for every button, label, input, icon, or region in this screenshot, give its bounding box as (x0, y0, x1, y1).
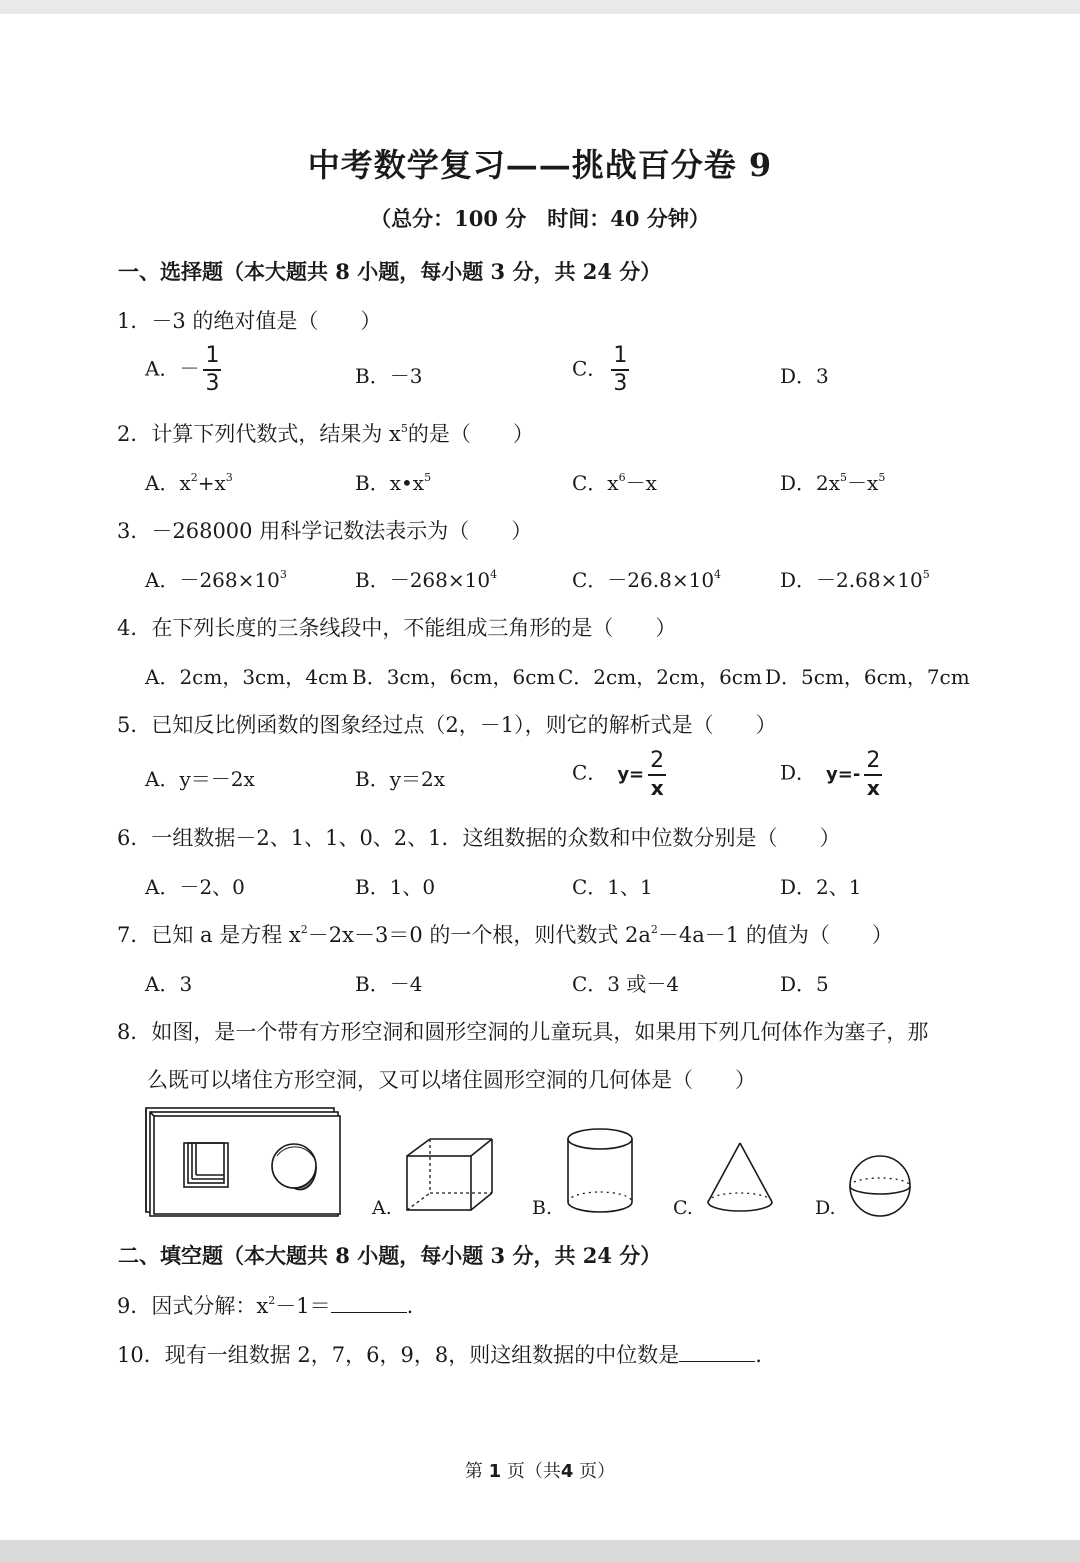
question-8-option-d: D. (815, 1197, 836, 1219)
question-9: 9．因式分解：$x^2-1=$ . (117, 1294, 414, 1318)
question-4-option-c: C．2cm，2cm，6cm (558, 665, 762, 689)
answer-blank[interactable] (679, 1343, 755, 1362)
cylinder-shape (564, 1126, 636, 1218)
option-label: C． (572, 356, 608, 381)
question-2-stem: 2．计算下列代数式，结果为 $x^5$的是（ ） (117, 422, 534, 446)
numerator: 1 (613, 343, 628, 368)
fraction: $\frac{2}{x}$ (866, 748, 881, 800)
cone-shape (704, 1140, 776, 1216)
fraction: $\frac{2}{x}$ (650, 748, 665, 800)
question-1-option-d: D．3 (780, 364, 829, 388)
question-8-option-a: A. (372, 1197, 392, 1219)
question-7-option-d: D．5 (780, 972, 829, 996)
denominator: 3 (205, 371, 220, 396)
toy-board-figure (144, 1106, 344, 1216)
question-5-option-a: A．y＝－2x (145, 767, 255, 791)
question-2-option-b: B．$x•x^5$ (355, 471, 432, 495)
page-title: 中考数学复习——挑战百分卷 9 (307, 146, 773, 184)
question-7-option-a: A．3 (145, 972, 193, 996)
question-8-option-c: C. (673, 1197, 693, 1219)
question-1-option-a (145, 345, 221, 395)
question-2-option-a: A．$x^2+x^3$ (145, 471, 233, 495)
page-number: 1 (488, 1461, 502, 1482)
question-3-option-b: B．$-268\times 10^4$ (355, 568, 498, 592)
bottom-border (0, 1540, 1080, 1562)
question-8-option-b: B. (532, 1197, 553, 1219)
question-6-option-a: A．－2、0 (145, 875, 245, 899)
question-5-option-d: D． y=- $\frac{2}{x}$ (780, 748, 881, 800)
numerator: 1 (205, 343, 220, 368)
question-7-option-b: B．－4 (355, 972, 423, 996)
sphere-shape (846, 1154, 914, 1218)
question-6-option-b: B．1、0 (355, 875, 436, 899)
question-6-option-d: D．2、1 (780, 875, 862, 899)
question-5-stem: 5．已知反比例函数的图象经过点（2，－1），则它的解析式是（ ） (117, 713, 777, 737)
question-4-option-b: B．3cm，6cm，6cm (352, 665, 556, 689)
option-label: A．－ (145, 356, 200, 381)
section-fill-header: 二、填空题（本大题共 8 小题，每小题 3 分，共 24 分） (118, 1243, 662, 1268)
question-3-stem: 3．－268000 用科学记数法表示为（ ） (117, 519, 533, 543)
question-7-option-c: C．3 或－4 (572, 972, 680, 996)
question-7-stem: 7．已知 a 是方程 $x^2-2x-3=0$ 的一个根，则代数式 $2a^2-4a-1$ 的值为（ ） (117, 923, 893, 947)
page-footer: 第 1 页（共4 页） (464, 1461, 616, 1482)
question-4-option-d: D．5cm，6cm，7cm (765, 665, 970, 689)
question-2-option-d: D．$2x^5-x^5$ (780, 471, 886, 495)
top-border (0, 0, 1080, 14)
question-3-option-d: D．$-2.68\times 10^5$ (780, 568, 930, 592)
question-4-option-a: A．2cm，3cm，4cm (145, 665, 349, 689)
answer-blank[interactable] (331, 1294, 407, 1313)
fraction (611, 345, 629, 395)
question-1-stem: 1．－3 的绝对值是（ ） (117, 309, 382, 333)
question-8-stem-line1: 8．如图，是一个带有方形空洞和圆形空洞的儿童玩具，如果用下列几何体作为塞子，那 (117, 1020, 929, 1044)
question-6-stem: 6．一组数据－2、1、1、0、2、1．这组数据的众数和中位数分别是（ ） (117, 826, 841, 850)
question-4-stem: 4．在下列长度的三条线段中，不能组成三角形的是（ ） (117, 616, 677, 640)
cube-shape (404, 1136, 496, 1214)
question-1-option-b: B．－3 (355, 364, 423, 388)
question-6-option-c: C．1、1 (572, 875, 653, 899)
denominator: 3 (613, 371, 628, 396)
question-2-option-c: C．$x^6-x$ (572, 471, 657, 495)
fraction (203, 345, 221, 395)
question-3-option-a: A．$-268\times 10^3$ (145, 568, 287, 592)
question-1-option-c (572, 345, 629, 395)
question-8-stem-line2: 么既可以堵住方形空洞，又可以堵住圆形空洞的几何体是（ ） (147, 1068, 756, 1092)
question-10: 10．现有一组数据 2，7，6，9，8，则这组数据的中位数是 . (117, 1343, 762, 1367)
question-5-option-b: B．y＝2x (355, 767, 445, 791)
question-3-option-c: C．$-26.8\times 10^4$ (572, 568, 722, 592)
question-5-option-c: C． y= $\frac{2}{x}$ (572, 748, 665, 800)
section-choice-header: 一、选择题（本大题共 8 小题，每小题 3 分，共 24 分） (118, 259, 662, 284)
page-total: 4 (560, 1461, 574, 1482)
exam-info: （总分：100 分 时间：40 分钟） (370, 206, 710, 231)
